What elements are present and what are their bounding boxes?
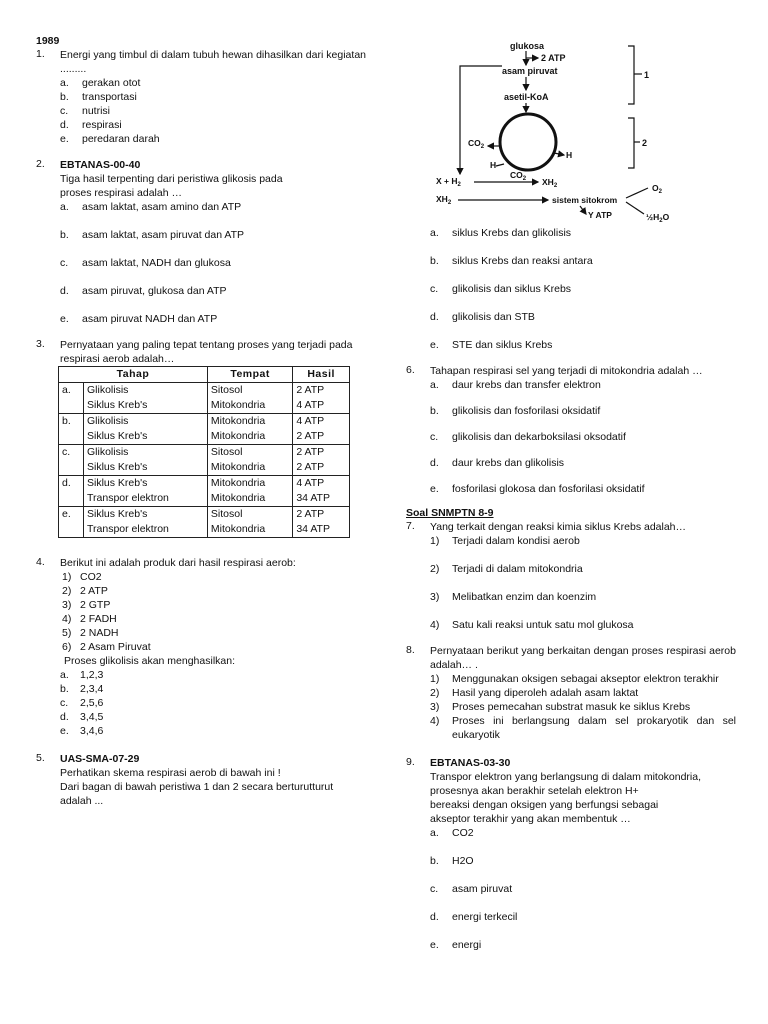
option — [60, 90, 366, 104]
option — [60, 256, 366, 270]
option-letter: d. — [430, 911, 439, 923]
cell-hasil: 2 ATP 34 ATP — [293, 507, 350, 538]
question-8 — [406, 644, 736, 742]
label-co2-bottom: $CO_2$ — [510, 170, 527, 182]
label-glukosa: glukosa — [510, 41, 545, 51]
answer-table — [58, 366, 350, 538]
question-number: 6. — [406, 364, 415, 376]
cell-tempat: Mitokondria Mitokondria — [207, 476, 292, 507]
option-letter: a. — [430, 227, 439, 239]
option-letter: e. — [60, 313, 69, 325]
option-text: daur krebs dan glikolisis — [452, 457, 565, 469]
question-text: adalah ... — [60, 795, 104, 807]
statement-text: Melibatkan enzim dan koenzim — [452, 591, 597, 603]
row-letter: c. — [59, 445, 84, 476]
row-letter: e. — [59, 507, 84, 538]
label-h2o: $\frac{1}{2}H_2O$ — [646, 212, 670, 224]
question-number: 9. — [406, 756, 415, 768]
statement — [430, 590, 736, 604]
item-number: 6) — [62, 641, 72, 653]
option-letter: d. — [60, 285, 69, 297]
question-source: EBTANAS-00-40 — [60, 159, 141, 171]
cell-tahap: Siklus Kreb's Transpor elektron — [84, 476, 208, 507]
row-letter: a. — [59, 383, 84, 414]
option — [60, 696, 366, 710]
option-letter: a. — [60, 669, 69, 681]
question-3 — [36, 338, 366, 366]
option-letter: c. — [430, 283, 439, 295]
option-text: transportasi — [82, 91, 137, 103]
cell-hasil: 4 ATP 34 ATP — [293, 476, 350, 507]
label-o2: $O_2$ — [652, 183, 662, 195]
table-row — [59, 507, 350, 538]
label-h-right: H — [566, 150, 573, 160]
item-text: 2 NADH — [80, 627, 119, 639]
statement-number: 4) — [430, 715, 440, 727]
option-text: H2O — [452, 855, 474, 867]
label-asetil-koa: asetil-KoA — [504, 92, 549, 102]
option — [60, 104, 366, 118]
statement-number: 1) — [430, 535, 440, 547]
statement-text: Proses ini berlangsung dalam sel prokaryotik dan sel eukaryotik — [452, 715, 736, 741]
option — [430, 826, 736, 840]
statement-number: 1) — [430, 673, 440, 685]
option-letter: c. — [60, 697, 69, 709]
item-number: 1) — [62, 571, 72, 583]
arrow-h-left — [496, 164, 504, 166]
question-4 — [36, 556, 366, 738]
statement-text: Terjadi di dalam mitokondria — [452, 563, 583, 575]
table-row — [59, 383, 350, 414]
option — [60, 312, 366, 326]
item-number: 4) — [62, 613, 72, 625]
item-number: 3) — [62, 599, 72, 611]
table-row — [59, 414, 350, 445]
item-text: 2 Asam Piruvat — [80, 641, 151, 653]
option-letter: a. — [60, 77, 69, 89]
option — [60, 284, 366, 298]
cell-tahap: Glikolisis Siklus Kreb's — [84, 414, 208, 445]
statement-text: Terjadi dalam kondisi aerob — [452, 535, 580, 547]
question-5-options — [406, 226, 736, 352]
option-text: siklus Krebs dan glikolisis — [452, 227, 572, 239]
option-text: asam laktat, asam piruvat dan ATP — [82, 229, 245, 241]
statement — [430, 700, 736, 714]
option — [60, 668, 366, 682]
statement-text: Menggunakan oksigen sebagai akseptor elektron terakhir — [452, 673, 719, 685]
option — [60, 200, 366, 214]
option-letter: e. — [430, 483, 439, 495]
label-stage-2: 2 — [642, 138, 648, 148]
question-text: Tiga hasil terpenting dari peristiwa glikosis pada — [60, 173, 283, 185]
bracket-1 — [628, 46, 634, 104]
statement-number: 2) — [430, 563, 440, 575]
respiration-diagram — [430, 36, 700, 226]
product-item — [60, 640, 366, 654]
option — [430, 910, 736, 924]
respiration-schema — [430, 36, 700, 226]
section-heading: Soal SNMPTN 8-9 — [406, 507, 494, 519]
statement-text: Proses pemecahan substrat masuk ke siklus Krebs — [452, 701, 691, 713]
statement-number: 3) — [430, 701, 440, 713]
product-item — [60, 612, 366, 626]
question-number: 8. — [406, 644, 415, 656]
option — [430, 310, 736, 324]
product-item — [60, 598, 366, 612]
option — [430, 938, 736, 952]
option-text: gerakan otot — [82, 77, 141, 89]
option-text: STE dan siklus Krebs — [452, 339, 553, 351]
table-header-row — [59, 367, 350, 383]
question-text: bereaksi dengan oksigen yang berfungsi sebagai — [430, 799, 659, 811]
option-letter: e. — [60, 725, 69, 737]
question-9 — [406, 756, 736, 952]
question-text: prosesnya akan berakhir setelah elektron H+ — [430, 785, 639, 797]
statement-number: 4) — [430, 619, 440, 631]
option-letter: b. — [60, 683, 69, 695]
cell-tempat: Sitosol Mitokondria — [207, 445, 292, 476]
option-text: asam laktat, NADH dan glukosa — [82, 257, 231, 269]
product-item — [60, 626, 366, 640]
option-letter: b. — [60, 229, 69, 241]
option-letter: a. — [60, 201, 69, 213]
column-header: Tempat — [207, 367, 292, 383]
option — [430, 226, 736, 240]
option-text: 2,5,6 — [80, 697, 104, 709]
question-6 — [406, 364, 736, 496]
cell-hasil: 2 ATP 4 ATP — [293, 383, 350, 414]
label-stage-1: 1 — [644, 70, 650, 80]
option — [60, 682, 366, 696]
statement — [430, 714, 736, 742]
option-letter: d. — [430, 311, 439, 323]
option-letter: e. — [430, 339, 439, 351]
label-h-left: H — [490, 160, 497, 170]
cell-tahap: Glikolisis Siklus Kreb's — [84, 445, 208, 476]
option — [60, 724, 366, 738]
option-letter: e. — [60, 133, 69, 145]
option-text: 3,4,6 — [80, 725, 104, 737]
question-text: Tahapan respirasi sel yang terjadi di mitokondria adalah … — [430, 365, 703, 377]
statement — [430, 672, 736, 686]
label-y-atp: Y ATP — [588, 210, 612, 220]
question-text: Pernyataan berikut yang berkaitan dengan proses respirasi aerob adalah… . — [430, 645, 736, 671]
cell-tempat: Sitosol Mitokondria — [207, 507, 292, 538]
option — [430, 882, 736, 896]
cell-tempat: Sitosol Mitokondria — [207, 383, 292, 414]
column-header: Tahap — [59, 367, 208, 383]
option-text: energi terkecil — [452, 911, 518, 923]
option-text: asam piruvat — [452, 883, 513, 895]
option-text: nutrisi — [82, 105, 111, 117]
label-2atp: 2 ATP — [541, 53, 566, 63]
option-text: respirasi — [82, 119, 122, 131]
cell-tahap: Siklus Kreb's Transpor elektron — [84, 507, 208, 538]
option-text: asam piruvat NADH dan ATP — [82, 313, 218, 325]
question-text: Berikut ini adalah produk dari hasil respirasi aerob: — [60, 557, 296, 569]
arrow-h2o — [626, 202, 644, 214]
option — [430, 456, 736, 470]
column-header: Hasil — [293, 367, 350, 383]
option-text: glikolisis dan dekarboksilasi oksodatif — [452, 431, 626, 443]
option — [430, 378, 736, 392]
option-text: glikolisis dan siklus Krebs — [452, 283, 572, 295]
bracket-2 — [628, 118, 634, 168]
statement-number: 2) — [430, 687, 440, 699]
option — [60, 132, 366, 146]
label-co2-left: $CO_2$ — [468, 138, 485, 150]
item-number: 2) — [62, 585, 72, 597]
question-number: 5. — [36, 752, 45, 764]
option — [430, 338, 736, 352]
question-text: akseptor terakhir yang akan membentuk … — [430, 813, 631, 825]
label-xh2-mid: $XH_2$ — [542, 177, 558, 189]
option — [430, 282, 736, 296]
question-2 — [36, 158, 366, 326]
arrow-o2 — [626, 188, 648, 198]
question-5 — [36, 752, 366, 808]
cell-hasil: 4 ATP 2 ATP — [293, 414, 350, 445]
right-column — [406, 226, 736, 952]
item-text: 2 GTP — [80, 599, 111, 611]
option-letter: b. — [60, 91, 69, 103]
question-text: Transpor elektron yang berlangsung di dalam mitokondria, — [430, 771, 702, 783]
label-asam-piruvat: asam piruvat — [502, 66, 558, 76]
question-number: 7. — [406, 520, 415, 532]
question-source: EBTANAS-03-30 — [430, 757, 511, 769]
option-letter: b. — [430, 255, 439, 267]
option-letter: a. — [430, 827, 439, 839]
option — [60, 76, 366, 90]
option-letter: e. — [430, 939, 439, 951]
question-text: Energi yang timbul di dalam tubuh hewan dihasilkan dari kegiatan ......... — [60, 49, 366, 75]
question-number: 4. — [36, 556, 45, 568]
item-number: 5) — [62, 627, 72, 639]
option-letter: b. — [430, 855, 439, 867]
option-letter: c. — [430, 431, 439, 443]
option-letter: a. — [430, 379, 439, 391]
option-text: energi — [452, 939, 482, 951]
question-text: proses respirasi adalah … — [60, 187, 182, 199]
option — [430, 854, 736, 868]
option-text: CO2 — [452, 827, 474, 839]
label-sistem-sitokrom: sistem sitokrom — [552, 195, 618, 205]
left-column — [36, 34, 366, 808]
question-text: Perhatikan skema respirasi aerob di bawah ini ! — [60, 767, 281, 779]
statement — [430, 562, 736, 576]
option — [60, 118, 366, 132]
question-number: 1. — [36, 48, 45, 60]
statement-number: 3) — [430, 591, 440, 603]
statement-text: Satu kali reaksi untuk satu mol glukosa — [452, 619, 634, 631]
row-letter: b. — [59, 414, 84, 445]
option-text: 1,2,3 — [80, 669, 104, 681]
question-number: 2. — [36, 158, 45, 170]
cell-tahap: Glikolisis Siklus Kreb's — [84, 383, 208, 414]
option — [430, 430, 736, 444]
krebs-cycle — [500, 114, 556, 170]
question-text: Yang terkait dengan reaksi kimia siklus Krebs adalah… — [430, 521, 687, 533]
option-text: asam piruvat, glukosa dan ATP — [82, 285, 227, 297]
arrow-h-right — [554, 153, 564, 155]
table-row — [59, 476, 350, 507]
question-7 — [406, 520, 736, 632]
product-item — [60, 570, 366, 584]
option-text: 2,3,4 — [80, 683, 104, 695]
arrow-yatp — [580, 206, 586, 214]
label-x-h2: $X + H_2$ — [436, 176, 461, 188]
item-text: CO2 — [80, 571, 102, 583]
option — [60, 228, 366, 242]
item-text: 2 ATP — [80, 585, 108, 597]
item-text: 2 FADH — [80, 613, 117, 625]
option-text: asam laktat, asam amino dan ATP — [82, 201, 242, 213]
option-letter: d. — [430, 457, 439, 469]
option-letter: c. — [430, 883, 439, 895]
label-xh2-left: $XH_2$ — [436, 194, 452, 206]
option-letter: d. — [60, 119, 69, 131]
option — [430, 254, 736, 268]
cell-hasil: 2 ATP 2 ATP — [293, 445, 350, 476]
question-text: Pernyataan yang paling tepat tentang proses yang terjadi pada respirasi aerob adalah… — [60, 339, 353, 365]
year-heading: 1989 — [36, 35, 60, 47]
option-text: daur krebs dan transfer elektron — [452, 379, 601, 391]
statement — [430, 618, 736, 632]
option — [430, 404, 736, 418]
question-1 — [36, 48, 366, 146]
option-text: siklus Krebs dan reaksi antara — [452, 255, 593, 267]
option-letter: c. — [60, 257, 69, 269]
option-letter: c. — [60, 105, 69, 117]
arrow-return-path — [460, 66, 502, 174]
option-text: peredaran darah — [82, 133, 160, 145]
statement — [430, 686, 736, 700]
option-letter: b. — [430, 405, 439, 417]
option-letter: d. — [60, 711, 69, 723]
question-source: UAS-SMA-07-29 — [60, 753, 140, 765]
option — [60, 710, 366, 724]
option-text: 3,4,5 — [80, 711, 104, 723]
cell-tempat: Mitokondria Mitokondria — [207, 414, 292, 445]
statement — [430, 534, 736, 548]
option-text: glikolisis dan fosforilasi oksidatif — [452, 405, 601, 417]
option-text: fosforilasi glokosa dan fosforilasi oksidatif — [452, 483, 645, 495]
product-item — [60, 584, 366, 598]
row-letter: d. — [59, 476, 84, 507]
statement-text: Hasil yang diperoleh adalah asam laktat — [452, 687, 639, 699]
table-row — [59, 445, 350, 476]
question-text: Dari bagan di bawah peristiwa 1 dan 2 secara berturutturut — [60, 781, 334, 793]
question-subtext: Proses glikolisis akan menghasilkan: — [64, 655, 235, 667]
option-text: glikolisis dan STB — [452, 311, 535, 323]
option — [430, 482, 736, 496]
question-number: 3. — [36, 338, 45, 350]
